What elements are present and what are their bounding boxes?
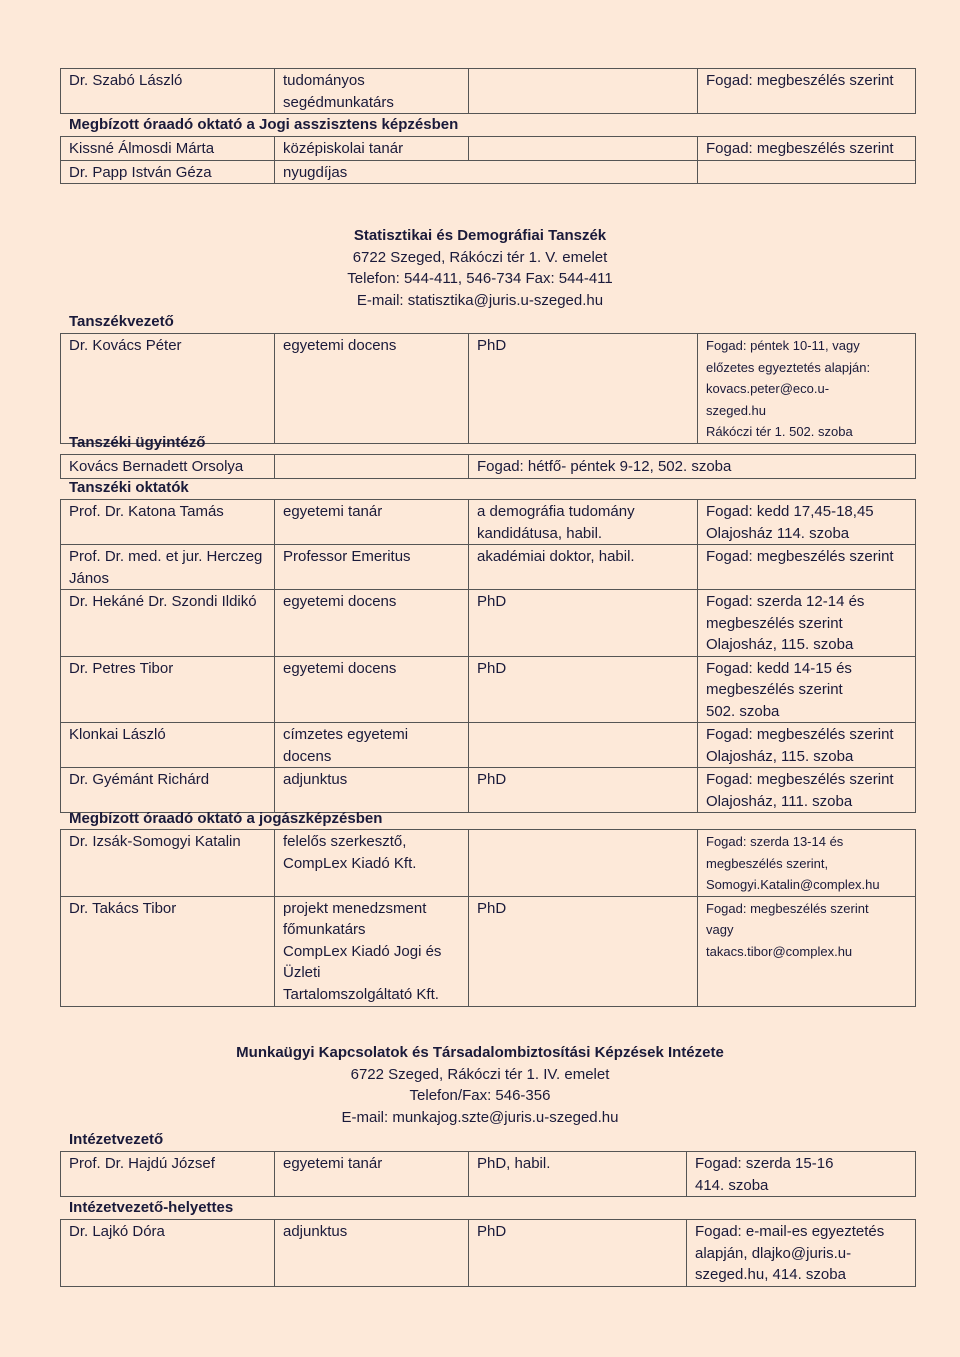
dept-admin-table	[60, 454, 916, 479]
table-row	[61, 455, 916, 479]
staff-degree: PhD	[469, 590, 698, 657]
inst-head-label: Intézetvezető	[69, 1131, 164, 1148]
jogi-asszisztens-table	[60, 136, 916, 184]
staff-degree: akadémiai doktor, habil.	[469, 545, 698, 590]
table-row	[61, 137, 916, 161]
staff-degree: PhD, habil.	[469, 1152, 687, 1197]
staff-office	[687, 1220, 916, 1287]
staff-position: tudományos segédmunkatárs	[275, 69, 469, 114]
staff-office	[698, 768, 916, 813]
dept-head-table	[60, 333, 916, 444]
office-line: Olajosház, 115. szoba	[706, 636, 854, 653]
staff-name: Klonkai László	[61, 723, 275, 768]
staff-office	[698, 545, 916, 590]
position-line: felelős szerkesztő,	[283, 833, 407, 850]
staff-position	[275, 896, 469, 1006]
office-line: megbeszélés szerint	[706, 614, 843, 632]
staff-name: Dr. Papp István Géza	[61, 160, 275, 184]
dept-header	[60, 225, 900, 311]
dept-staff-table	[60, 499, 916, 813]
table-row	[61, 656, 916, 723]
staff-position	[275, 830, 469, 897]
office-line: Fogad: szerda 12-14 és	[706, 593, 865, 610]
staff-office	[698, 334, 916, 444]
position-line: főmunkatárs	[283, 921, 366, 938]
staff-position: nyugdíjas	[275, 160, 698, 184]
staff-degree: PhD	[469, 1220, 687, 1287]
top-staff-table	[60, 68, 916, 114]
office-line: előzetes egyeztetés alapján:	[706, 359, 871, 375]
staff-name: Dr. Takács Tibor	[61, 896, 275, 1006]
inst-address: 6722 Szeged, Rákóczi tér 1. IV. emelet	[350, 1065, 610, 1083]
staff-degree	[469, 723, 698, 768]
table-row	[61, 334, 916, 444]
staff-degree: a demográfia tudomány kandidátusa, habil.	[469, 500, 698, 545]
office-line: Fogad: kedd 14-15 és	[706, 659, 852, 677]
office-line: Fogad: megbeszélés szerint	[706, 726, 894, 743]
office-line: Olajosház 114. szoba	[706, 524, 850, 542]
table-row	[61, 1220, 916, 1287]
staff-position: Professor Emeritus	[275, 545, 469, 590]
staff-office	[698, 590, 916, 657]
table-row	[61, 545, 916, 590]
table-row	[61, 830, 916, 897]
staff-name: Dr. Hekáné Dr. Szondi Ildikó	[61, 590, 275, 657]
table-row	[61, 500, 916, 545]
staff-name: Prof. Dr. Hajdú József	[61, 1152, 275, 1197]
inst-head-table	[60, 1151, 916, 1197]
staff-position: egyetemi docens	[275, 590, 469, 657]
office-line: Fogad: kedd 17,45-18,45	[706, 503, 874, 520]
staff-position: címzetes egyetemi docens	[275, 723, 469, 768]
inst-header	[60, 1042, 900, 1128]
dept-email: E-mail: statisztika@juris.u-szeged.hu	[356, 291, 604, 309]
dept-guest-label: Megbízott óraadó oktató a jogászképzésben	[69, 810, 383, 827]
office-line: alapján, dlajko@juris.u-	[695, 1244, 852, 1262]
inst-deputy-table	[60, 1219, 916, 1287]
office-line: Rákóczi tér 1. 502. szoba	[706, 424, 853, 439]
staff-degree: PhD	[469, 656, 698, 723]
staff-name: Kovács Bernadett Orsolya	[61, 455, 275, 479]
office-line: 502. szoba	[706, 702, 780, 720]
office-line: Olajosház, 111. szoba	[706, 792, 853, 810]
office-line: megbeszélés szerint	[706, 681, 843, 698]
staff-name: Dr. Petres Tibor	[61, 656, 275, 723]
office-line: Fogad: megbeszélés szerint	[706, 771, 894, 788]
table-row	[61, 160, 916, 184]
office-line: Fogad: megbeszélés szerint	[706, 900, 869, 916]
office-line: kovacs.peter@eco.u-	[706, 381, 830, 396]
table-row	[61, 69, 916, 114]
staff-name: Dr. Szabó László	[61, 69, 275, 114]
staff-office	[698, 500, 916, 545]
office-line: takacs.tibor@complex.hu	[706, 943, 853, 959]
staff-position: egyetemi docens	[275, 656, 469, 723]
office-line: Somogyi.Katalin@complex.hu	[706, 877, 880, 892]
office-line: szeged.hu	[706, 402, 766, 418]
table-row	[61, 590, 916, 657]
position-line: Üzleti	[283, 964, 321, 981]
staff-name: Dr. Lajkó Dóra	[61, 1220, 275, 1287]
dept-admin-label: Tanszéki ügyintéző	[69, 434, 206, 451]
staff-office	[698, 896, 916, 1006]
office-line: 414. szoba	[695, 1176, 769, 1194]
inst-phone: Telefon/Fax: 546-356	[409, 1087, 551, 1104]
table-row	[61, 723, 916, 768]
dept-title: Statisztikai és Demográfiai Tanszék	[353, 227, 607, 244]
staff-office	[687, 1152, 916, 1197]
dept-head-label: Tanszékvezető	[69, 313, 174, 330]
staff-office	[698, 160, 916, 184]
section-title-jogi-asszisztens: Megbízott óraadó oktató a Jogi asszisztens képzésben	[69, 116, 459, 133]
dept-staff-label: Tanszéki oktatók	[69, 479, 189, 496]
staff-office	[698, 723, 916, 768]
office-line: szeged.hu, 414. szoba	[695, 1266, 846, 1283]
staff-position: adjunktus	[275, 768, 469, 813]
staff-position: egyetemi docens	[275, 334, 469, 444]
staff-name: Dr. Izsák-Somogyi Katalin	[61, 830, 275, 897]
staff-office	[698, 656, 916, 723]
office-line: Fogad: e-mail-es egyeztetés	[695, 1223, 885, 1240]
staff-position: középiskolai tanár	[275, 137, 469, 161]
dept-phone: Telefon: 544-411, 546-734 Fax: 544-411	[347, 270, 613, 287]
position-line: CompLex Kiadó Kft.	[283, 854, 417, 872]
staff-office: Fogad: megbeszélés szerint	[698, 69, 916, 114]
staff-office: Fogad: hétfő- péntek 9-12, 502. szoba	[469, 455, 916, 479]
office-line: Fogad: péntek 10-11, vagy	[706, 338, 860, 353]
staff-office	[698, 830, 916, 897]
staff-position	[275, 455, 469, 479]
staff-office: Fogad: megbeszélés szerint	[698, 137, 916, 161]
staff-degree	[469, 137, 698, 161]
staff-degree: PhD	[469, 896, 698, 1006]
staff-degree	[469, 69, 698, 114]
staff-position: adjunktus	[275, 1220, 469, 1287]
inst-deputy-label: Intézetvezető-helyettes	[69, 1199, 234, 1216]
staff-position: egyetemi tanár	[275, 1152, 469, 1197]
office-line: megbeszélés szerint,	[706, 855, 829, 871]
table-row	[61, 1152, 916, 1197]
staff-degree: PhD	[469, 334, 698, 444]
staff-name: Prof. Dr. Katona Tamás	[61, 500, 275, 545]
inst-title: Munkaügyi Kapcsolatok és Társadalombiztosítási Képzések Intézete	[236, 1044, 724, 1061]
inst-email: E-mail: munkajog.szte@juris.u-szeged.hu	[341, 1108, 619, 1126]
staff-degree	[469, 830, 698, 897]
staff-name: Kissné Álmosdi Márta	[61, 137, 275, 161]
office-line: vagy	[706, 922, 734, 937]
staff-name: Dr. Kovács Péter	[61, 334, 275, 444]
position-line: Tartalomszolgáltató Kft.	[283, 985, 439, 1003]
staff-name: Prof. Dr. med. et jur. Herczeg János	[61, 545, 275, 590]
staff-position: egyetemi tanár	[275, 500, 469, 545]
table-row	[61, 768, 916, 813]
position-line: projekt menedzsment	[283, 899, 427, 917]
dept-guest-table	[60, 829, 916, 1007]
table-row	[61, 896, 916, 1006]
dept-address: 6722 Szeged, Rákóczi tér 1. V. emelet	[352, 248, 608, 266]
staff-degree: PhD	[469, 768, 698, 813]
office-line: Fogad: szerda 13-14 és	[706, 834, 844, 849]
office-line: Fogad: megbeszélés szerint	[706, 548, 894, 565]
office-line: Olajosház, 115. szoba	[706, 747, 854, 765]
position-line: CompLex Kiadó Jogi és	[283, 942, 442, 960]
staff-name: Dr. Gyémánt Richárd	[61, 768, 275, 813]
office-line: Fogad: szerda 15-16	[695, 1155, 834, 1172]
